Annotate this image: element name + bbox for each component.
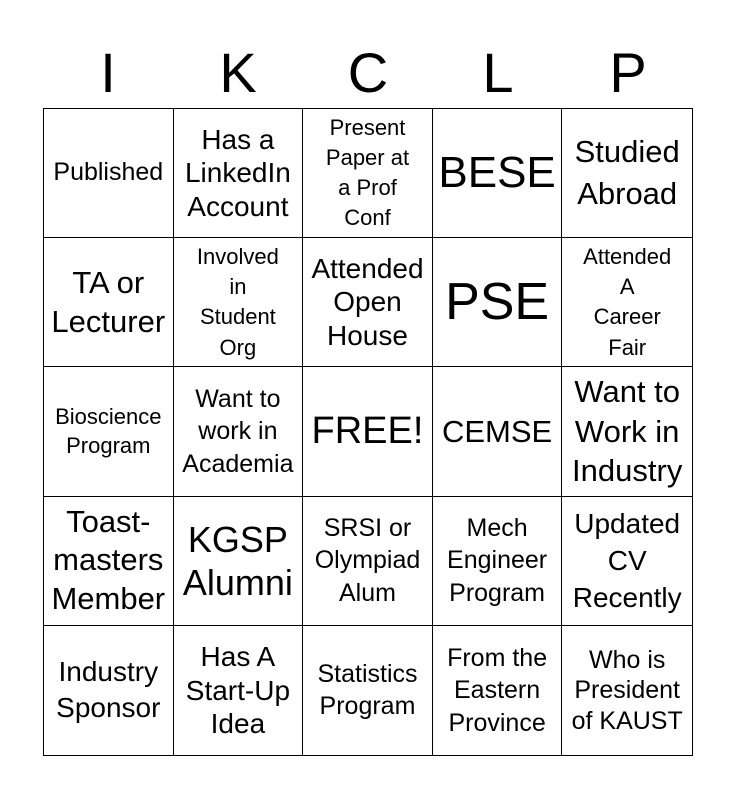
bingo-cell-r4c4[interactable] xyxy=(433,497,563,626)
bingo-cell-r5c3[interactable] xyxy=(303,626,433,755)
header-letter-k: K xyxy=(219,41,257,104)
bingo-cell-r3c5[interactable] xyxy=(562,367,692,496)
header-letter-i: I xyxy=(100,41,116,104)
cell-text: PSE xyxy=(445,272,550,331)
cell-text: Has a LinkedIn Account xyxy=(184,123,291,222)
header-letter-p: P xyxy=(609,41,647,104)
header-letter-c: C xyxy=(347,41,389,104)
bingo-cell-r3c2[interactable] xyxy=(174,367,304,496)
cell-text: Mech Engineer Program xyxy=(447,513,548,607)
bingo-header xyxy=(43,40,693,106)
bingo-cell-r5c4[interactable] xyxy=(433,626,563,755)
cell-text: Bioscience Program xyxy=(55,403,162,459)
bingo-cell-r1c5[interactable] xyxy=(562,109,692,238)
bingo-cell-r1c3[interactable] xyxy=(303,109,433,238)
cell-text: Has A Start-Up Idea xyxy=(185,641,291,740)
bingo-cell-r2c4[interactable] xyxy=(433,238,563,367)
cell-text: SRSI or Olympiad Alum xyxy=(314,513,421,607)
bingo-board xyxy=(43,108,693,756)
cell-text: BESE xyxy=(438,147,556,197)
bingo-cell-r3c1[interactable] xyxy=(44,367,174,496)
bingo-cell-r2c3[interactable] xyxy=(303,238,433,367)
bingo-cell-r4c3[interactable] xyxy=(303,497,433,626)
bingo-cell-r4c5[interactable] xyxy=(562,497,692,626)
cell-text: Toast- masters Member xyxy=(51,503,166,617)
bingo-cell-r3c3[interactable] xyxy=(303,367,433,496)
cell-text: Present Paper at a Prof Conf xyxy=(325,115,410,230)
cell-text: Attended Open House xyxy=(311,252,424,352)
bingo-cell-r1c4[interactable] xyxy=(433,109,563,238)
cell-text: Want to work in Academia xyxy=(182,384,294,478)
bingo-cell-r2c5[interactable] xyxy=(562,238,692,367)
cell-text: Want to Work in Industry xyxy=(572,373,683,489)
cell-text: Attended A Career Fair xyxy=(583,243,672,360)
header-letter-l: L xyxy=(482,41,514,104)
cell-text: From the Eastern Province xyxy=(447,643,548,737)
cell-text: Updated CV Recently xyxy=(572,507,682,614)
cell-text: Who is President of KAUST xyxy=(571,645,683,735)
bingo-cell-r2c1[interactable] xyxy=(44,238,174,367)
bingo-cell-r3c4[interactable] xyxy=(433,367,563,496)
bingo-cell-r1c2[interactable] xyxy=(174,109,304,238)
bingo-cell-r1c1[interactable] xyxy=(44,109,174,238)
cell-text: CEMSE xyxy=(441,413,553,449)
cell-text: KGSP Alumni xyxy=(182,518,293,603)
cell-text: Involved in Student Org xyxy=(196,243,279,360)
bingo-cell-r5c2[interactable] xyxy=(174,626,304,755)
bingo-cell-r2c2[interactable] xyxy=(174,238,304,367)
bingo-cell-r4c2[interactable] xyxy=(174,497,304,626)
cell-text: Industry Sponsor xyxy=(56,656,161,724)
bingo-cell-r4c1[interactable] xyxy=(44,497,174,626)
bingo-cell-r5c5[interactable] xyxy=(562,626,692,755)
cell-text: Studied Abroad xyxy=(574,134,680,212)
cell-text: TA or Lecturer xyxy=(51,264,166,340)
cell-text: Statistics Program xyxy=(317,659,418,721)
bingo-cell-r5c1[interactable] xyxy=(44,626,174,755)
cell-text: FREE! xyxy=(311,410,424,453)
cell-text: Published xyxy=(53,158,164,187)
